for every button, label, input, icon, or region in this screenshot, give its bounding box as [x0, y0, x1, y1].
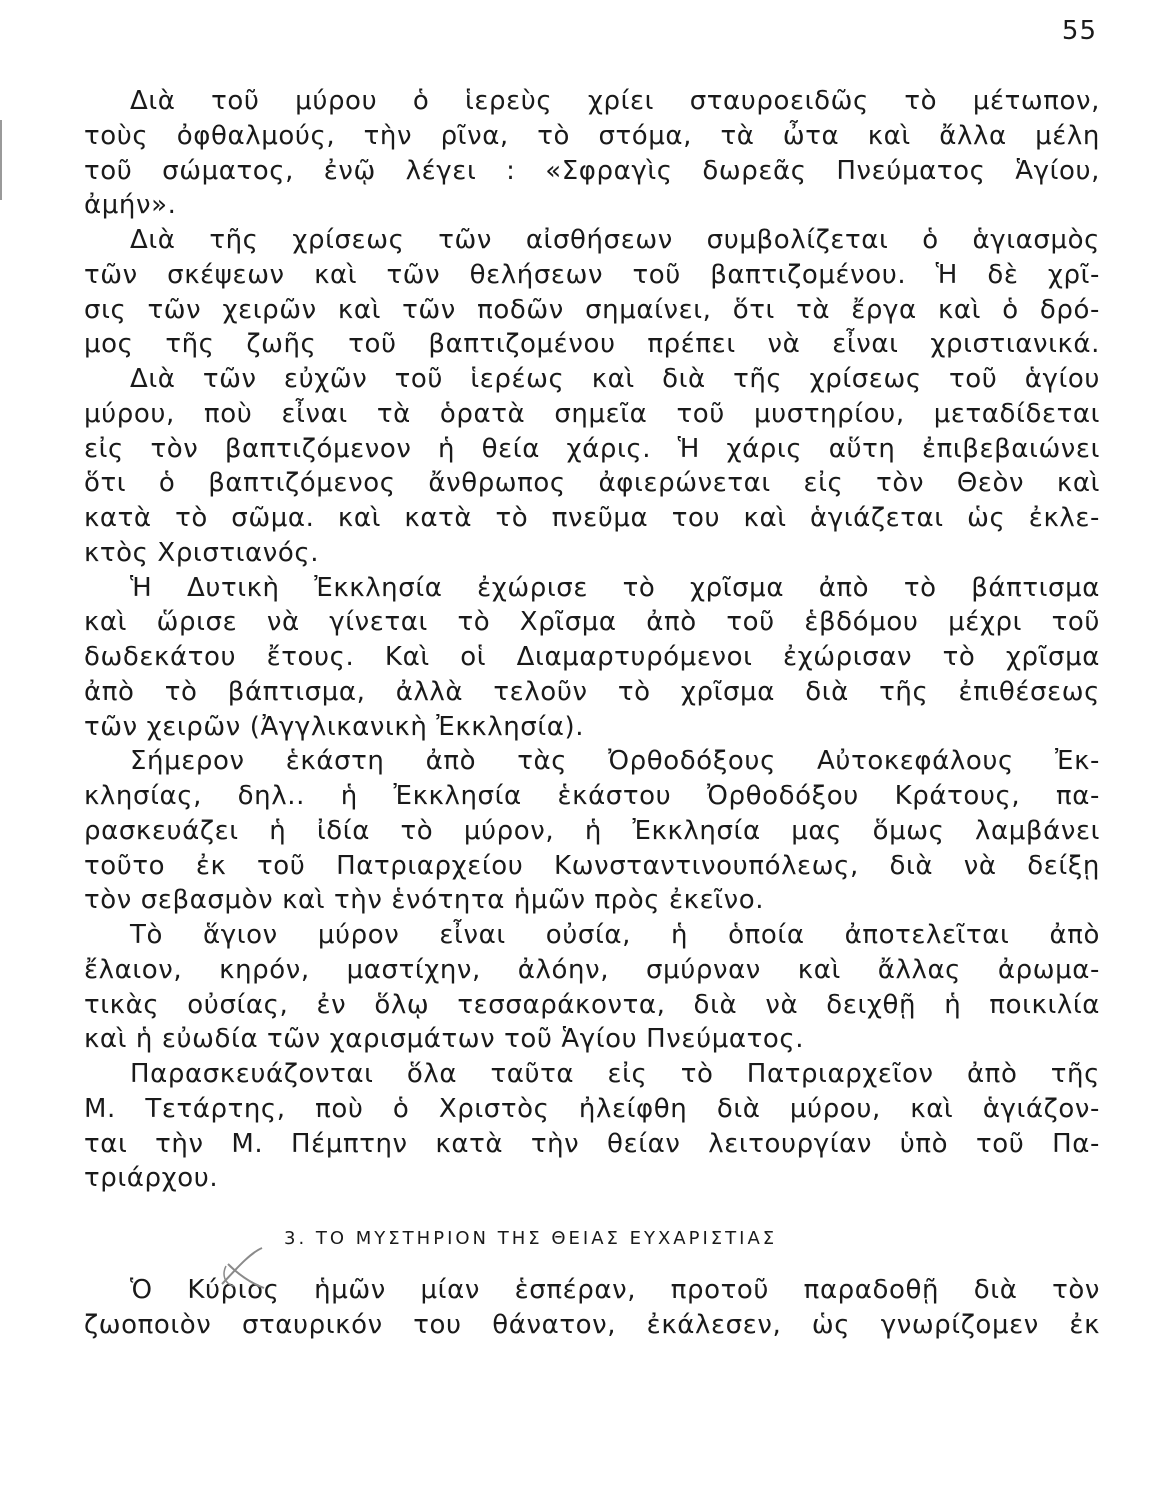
- text-line: Παρασκευάζονται ὅλα ταῦτα εἰς τὸ Πατριαρχεῖον ἀπὸ τῆς: [130, 1059, 1100, 1089]
- text-line: σις τῶν χειρῶν καὶ τῶν ποδῶν σημαίνει, ὅτι τὰ ἔργα καὶ ὁ δρό-: [84, 294, 1100, 325]
- text-line: καὶ ὥρισε νὰ γίνεται τὸ Χρῖσμα ἀπὸ τοῦ ἑβδόμου μέχρι τοῦ: [84, 607, 1100, 638]
- text-line: τὸν σεβασμὸν καὶ τὴν ἑνότητα ἡμῶν πρὸς ἐκεῖνο.: [84, 885, 765, 916]
- text-line: τοῦ σώματος, ἐνῷ λέγει : «Σφραγὶς δωρεᾶς Πνεύματος Ἁγίου,: [84, 155, 1100, 186]
- paragraph: [84, 1057, 1100, 1196]
- text-line: ἀμήν».: [84, 190, 177, 221]
- body-text: [84, 84, 1100, 1342]
- text-line: τικὰς οὐσίας, ἐν ὅλῳ τεσσαράκοντα, διὰ νὰ δειχθῇ ἡ ποικιλία: [84, 989, 1100, 1020]
- text-line: ἀπὸ τὸ βάπτισμα, ἀλλὰ τελοῦν τὸ χρῖσμα διὰ τῆς ἐπιθέσεως: [84, 676, 1100, 707]
- text-line: κλησίας, δηλ.. ἡ Ἐκκλησία ἑκάστου Ὀρθοδόξου Κράτους, πα-: [84, 781, 1100, 811]
- text-line: Διὰ τῆς χρίσεως τῶν αἰσθήσεων συμβολίζεται ὁ ἁγιασμὸς: [130, 225, 1100, 255]
- text-line: Διὰ τῶν εὐχῶν τοῦ ἱερέως καὶ διὰ τῆς χρίσεως τοῦ ἁγίου: [130, 364, 1100, 394]
- paragraph: [84, 84, 1100, 223]
- pencil-mark-icon: [218, 1244, 278, 1292]
- text-line: τῶν χειρῶν (Ἀγγλικανικὴ Ἐκκλησία).: [84, 711, 585, 742]
- scan-edge-mark: [0, 120, 2, 200]
- text-line: Μ. Τετάρτης, ποὺ ὁ Χριστὸς ἠλείφθη διὰ μύρου, καὶ ἁγιάζον-: [84, 1093, 1100, 1124]
- text-line: ἔλαιον, κηρόν, μαστίχην, ἀλόην, σμύρναν καὶ ἄλλας ἀρωμα-: [84, 954, 1100, 985]
- text-line: ται τὴν Μ. Πέμπτην κατὰ τὴν θείαν λειτουργίαν ὑπὸ τοῦ Πα-: [84, 1128, 1100, 1159]
- text-line: Ἡ Δυτικὴ Ἐκκλησία ἐχώρισε τὸ χρῖσμα ἀπὸ τὸ βάπτισμα: [130, 572, 1100, 603]
- text-line: ρασκευάζει ἡ ἰδία τὸ μύρον, ἡ Ἐκκλησία μας ὅμως λαμβάνει: [84, 815, 1100, 846]
- text-line: Σήμερον ἑκάστη ἀπὸ τὰς Ὀρθοδόξους Αὐτοκεφάλους Ἐκ-: [130, 746, 1100, 777]
- paragraph: [84, 571, 1100, 745]
- paragraph: [84, 744, 1100, 918]
- text-line: τοὺς ὀφθαλμούς, τὴν ρῖνα, τὸ στόμα, τὰ ὦτα καὶ ἄλλα μέλη: [84, 120, 1100, 151]
- section-heading: 3. ΤΟ ΜΥΣΤΗΡΙΟΝ ΤΗΣ ΘΕΙΑΣ ΕΥΧΑΡΙΣΤΙΑΣ: [284, 1228, 778, 1249]
- text-line: ζωοποιὸν σταυρικόν του θάνατον, ἐκάλεσεν, ὡς γνωρίζομεν ἐκ: [84, 1309, 1100, 1340]
- text-line: καὶ ἡ εὐωδία τῶν χαρισμάτων τοῦ Ἁγίου Πνεύματος.: [84, 1024, 805, 1055]
- text-line: Τὸ ἅγιον μύρον εἶναι οὐσία, ἡ ὁποία ἀποτελεῖται ἀπὸ: [130, 920, 1100, 950]
- paragraph: [84, 362, 1100, 571]
- text-line: τοῦτο ἐκ τοῦ Πατριαρχείου Κωνσταντινουπόλεως, διὰ νὰ δείξῃ: [84, 850, 1100, 881]
- text-line: κατὰ τὸ σῶμα. καὶ κατὰ τὸ πνεῦμα του καὶ ἁγιάζεται ὡς ἐκλε-: [84, 503, 1100, 533]
- text-line: Διὰ τοῦ μύρου ὁ ἱερεὺς χρίει σταυροειδῶς τὸ μέτωπον,: [130, 86, 1100, 116]
- text-line: τριάρχου.: [84, 1163, 219, 1194]
- paragraph: [84, 223, 1100, 362]
- text-line: ὅτι ὁ βαπτιζόμενος ἄνθρωπος ἀφιερώνεται εἰς τὸν Θεὸν καὶ: [84, 468, 1100, 499]
- text-line: μύρου, ποὺ εἶναι τὰ ὁρατὰ σημεῖα τοῦ μυστηρίου, μεταδίδεται: [84, 398, 1100, 429]
- text-line: τῶν σκέψεων καὶ τῶν θελήσεων τοῦ βαπτιζομένου. Ἡ δὲ χρῖ-: [84, 259, 1100, 290]
- text-line: δωδεκάτου ἔτους. Καὶ οἱ Διαμαρτυρόμενοι ἐχώρισαν τὸ χρῖσμα: [84, 642, 1100, 672]
- text-line: κτὸς Χριστιανός.: [84, 537, 320, 568]
- text-line: μος τῆς ζωῆς τοῦ βαπτιζομένου πρέπει νὰ εἶναι χριστιανικά.: [84, 329, 1100, 360]
- text-line: εἰς τὸν βαπτιζόμενον ἡ θεία χάρις. Ἡ χάρις αὕτη ἐπιβεβαιώνει: [84, 433, 1100, 464]
- text-line: Ὁ Κύριος ἡμῶν μίαν ἑσπέραν, προτοῦ παραδοθῇ διὰ τὸν: [130, 1274, 1100, 1305]
- paragraph: [84, 918, 1100, 1057]
- page-number: 55: [1061, 16, 1097, 46]
